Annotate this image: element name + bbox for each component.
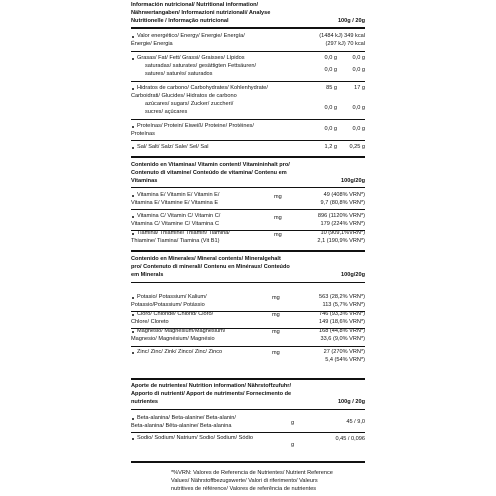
beta-alanine-label-line-1: Beta-alanina/ Beta-alanine/ Beta-alanin/: [137, 415, 236, 421]
potassium-label-line-2: Potassio/Potassium/ Potássio: [131, 302, 205, 308]
thiamine-unit: mg: [274, 232, 282, 238]
bullet-icon: [132, 418, 134, 420]
potassium-value-100g: 563 (28,2% VRN*): [318, 294, 365, 300]
vitamin-e-value-100g: 49 (408% VRN*): [323, 192, 365, 198]
fat-value-100g: 0,0 g: [324, 55, 337, 61]
chloride-value-20g: 149 (18,6% VRN*): [318, 319, 365, 325]
salt-value-20g: 0,25 g: [349, 144, 365, 150]
bullet-icon: [132, 438, 134, 440]
bullet-icon: [132, 195, 134, 197]
bullet-icon: [132, 297, 134, 299]
saturates-value-100g: 0,0 g: [324, 67, 337, 73]
bullet-icon: [132, 352, 134, 354]
energy-value-20g: (297 kJ) 70 kcal: [325, 41, 365, 47]
thiamine-value-20g: 2,1 (190,9% VRN*): [317, 238, 365, 244]
divider: [131, 432, 365, 433]
zinc-unit: mg: [272, 350, 280, 356]
carbohydrates-label-line-1: Hidratos de carbono/ Carbohydrates/ Kohlenhydrate/: [137, 85, 268, 91]
sugars-label-line-2: sucres/ açúcares: [145, 109, 188, 115]
fat-label: Grasas/ Fat/ Fett/ Grassi/ Graisses/ Lípidos: [137, 55, 245, 61]
bullet-icon: [132, 147, 134, 149]
protein-value-100g: 0,0 g: [324, 126, 337, 132]
vitamin-c-value-100g: 896 (1120% VRN*): [317, 213, 365, 219]
protein-label-line-1: Proteínas/ Protein/ Eiweiß/ Proteine/ Protéines/: [137, 123, 254, 129]
minerals-header-line-3: em Minerals: [131, 272, 164, 278]
sodium-unit: g: [291, 442, 295, 448]
sugars-label-line-1: azúcares/ sugars/ Zucker/ zuccheri/: [145, 101, 234, 107]
zinc-label: Zinc/ Zinc/ Zink/ Zinco/ Zinc/ Zinco: [137, 349, 223, 355]
potassium-unit: mg: [272, 295, 280, 301]
thiamine-label-line-1: Tiamina/ Thiamine/ Thiamin/ Tiamina/: [137, 230, 230, 236]
vitamin-e-label-line-2: Vitamina E/ Vitamine E/ Vitamina E: [131, 200, 219, 206]
nutrition-header-line-3: Nutritionelle / Informação nutricional: [131, 18, 229, 24]
nutrition-unit-header: 100g / 20g: [337, 18, 365, 24]
divider: [131, 282, 365, 283]
vitamin-c-label-line-1: Vitamina C/ Vitamin C/ Vitamin C/: [137, 213, 221, 219]
thiamine-label-line-2: Thiamine/ Tiamina/ Tiamina (Vit B1): [131, 238, 220, 244]
magnesium-label-line-2: Magnesio/ Magnésium/ Magnésio: [131, 336, 215, 342]
sodium-value: 0,45 / 0,096: [335, 436, 365, 442]
magnesium-unit: mg: [272, 329, 280, 335]
saturates-label-line-1: saturadas/ saturates/ gesättigten Fettsäuren/: [145, 63, 257, 69]
beta-alanine-value: 45 / 9,0: [346, 419, 365, 425]
footnote-line-3: nutritives de référence/ Valores de referência de nutrientes: [171, 486, 317, 492]
vitamin-e-unit: mg: [274, 194, 282, 200]
salt-label: Sal/ Salt/ Salz/ Sale/ Sel/ Sal: [137, 144, 209, 150]
footnote-line-2: Values/ Nährstoffbezugswerte/ Valori di riferimento/ Valeurs: [171, 478, 318, 484]
nutrients-unit-header: 100g / 20g: [337, 399, 365, 405]
fat-value-20g: 0,0 g: [352, 55, 365, 61]
minerals-header-line-1: Contenido en Minerales/ Mineral contents/ Mineralgehalt: [131, 256, 281, 262]
nutrition-label: [131, 0, 365, 496]
vitamins-header-line-3: Vitaminas: [131, 178, 158, 184]
divider: [131, 346, 365, 347]
carbohydrates-value-100g: 85 g: [326, 85, 337, 91]
section-divider: [131, 156, 365, 158]
divider: [131, 119, 365, 120]
section-divider: [131, 461, 365, 463]
vitamin-e-value-20g: 9,7 (80,8% VRN*): [320, 200, 365, 206]
beta-alanine-unit: g: [291, 420, 295, 426]
vitamin-c-unit: mg: [274, 215, 282, 221]
zinc-value-20g: 5,4 (54% VRN*): [325, 357, 365, 363]
section-divider: [131, 378, 365, 380]
magnesium-value-20g: 33,6 (9,0% VRN*): [320, 336, 365, 342]
bullet-icon: [132, 331, 134, 333]
nutrients-header-line-2: Apporto di nutrienti/ Apport de nutriments/ Fornecimento de: [131, 391, 292, 397]
magnesium-value-100g: 168 (44,8% VRN*): [318, 328, 365, 334]
section-divider: [131, 250, 365, 252]
bullet-icon: [132, 58, 134, 60]
zinc-value-100g: 27 (270% VRN*): [323, 349, 365, 355]
vitamin-c-label-line-2: Vitamina C/ Vitamine C/ Vitamina C: [131, 221, 219, 227]
potassium-label-line-1: Potasio/ Potassium/ Kalium/: [137, 294, 207, 300]
vitamins-unit-header: 100g/20g: [341, 178, 365, 184]
footnote-line-1: *%VRN: Valores de Referencia de Nutrientes/ Nutrient Reference: [171, 470, 333, 476]
saturates-value-20g: 0,0 g: [352, 67, 365, 73]
salt-value-100g: 1,2 g: [324, 144, 337, 150]
chloride-unit: mg: [272, 312, 280, 318]
bullet-icon: [132, 216, 134, 218]
divider: [131, 81, 365, 82]
sugars-value-100g: 0,0 g: [324, 105, 337, 111]
chloride-label-line-2: Chlore/ Cloreto: [131, 319, 169, 325]
divider: [131, 409, 365, 410]
bullet-icon: [132, 36, 134, 38]
vitamins-header-line-2: Contenuto di vitamine/ Conteúdo de vitamina/ Contenu em: [131, 170, 287, 176]
chloride-label-line-1: Cloro/ Chloride/ Chlorid/ Cloro/: [137, 311, 214, 317]
protein-value-20g: 0,0 g: [352, 126, 365, 132]
beta-alanine-label-line-2: Beta-alanina/ Bêta-alanine/ Beta-alanina: [131, 423, 232, 429]
protein-label-line-2: Proteínas: [131, 131, 155, 137]
carbohydrates-value-20g: 17 g: [354, 85, 365, 91]
bullet-icon: [132, 314, 134, 316]
energy-label-line-2: Énergie/ Energia: [131, 41, 173, 47]
saturates-label-line-2: satures/ saturés/ saturados: [145, 71, 213, 77]
bullet-icon: [132, 126, 134, 128]
sugars-value-20g: 0,0 g: [352, 105, 365, 111]
vitamins-header-line-1: Contenido en Vitaminas/ Vitamin content/ Vitamininhalt pro/: [131, 162, 290, 168]
sodium-label: Sodio/ Sodium/ Natrium/ Sodio/ Sodium/ Sódio: [137, 435, 253, 441]
vitamin-c-value-20g: 179 (224% VRN*): [320, 221, 365, 227]
bullet-icon: [132, 88, 134, 90]
divider: [131, 51, 365, 52]
thiamine-value-100g: 10 (909,1%VRN*): [320, 230, 365, 236]
divider: [131, 140, 365, 141]
nutrients-header-line-1: Aporte de nutrientes/ Nutrition information/ Nährstoffzufuhr/: [131, 383, 292, 389]
minerals-header-line-2: pro/ Contenuto di minerali/ Contenu en Minéraux/ Conteúdo: [131, 264, 290, 270]
divider: [131, 187, 365, 188]
bullet-icon: [132, 233, 134, 235]
carbohydrates-label-line-2: Carboidrati/ Glucides/ Hidratos de carbono: [131, 93, 237, 99]
nutrients-header-line-3: nutrientes: [131, 399, 159, 405]
vitamin-e-label-line-1: Vitamina E/ Vitamin E/ Vitamin E/: [137, 192, 220, 198]
chloride-value-100g: 746 (93,3% VRN*): [318, 311, 365, 317]
energy-label-line-1: Valor energético/ Energy/ Energie/ Energía/: [137, 33, 245, 39]
potassium-value-20g: 113 (5,7% VRN*): [322, 302, 365, 308]
divider: [131, 27, 365, 29]
nutrition-header-line-1: Información nutricional/ Nutritional information/: [131, 2, 259, 8]
nutrition-header-line-2: Nährwertangaben/ Informazioni nutrizionali/ Analyse: [131, 10, 271, 16]
minerals-unit-header: 100g/20g: [341, 272, 365, 278]
magnesium-label-line-1: Magnesio/ Magnesium/Magnesium/: [137, 328, 226, 334]
divider: [131, 209, 365, 210]
energy-value-100g: (1484 kJ) 349 kcal: [319, 33, 365, 39]
